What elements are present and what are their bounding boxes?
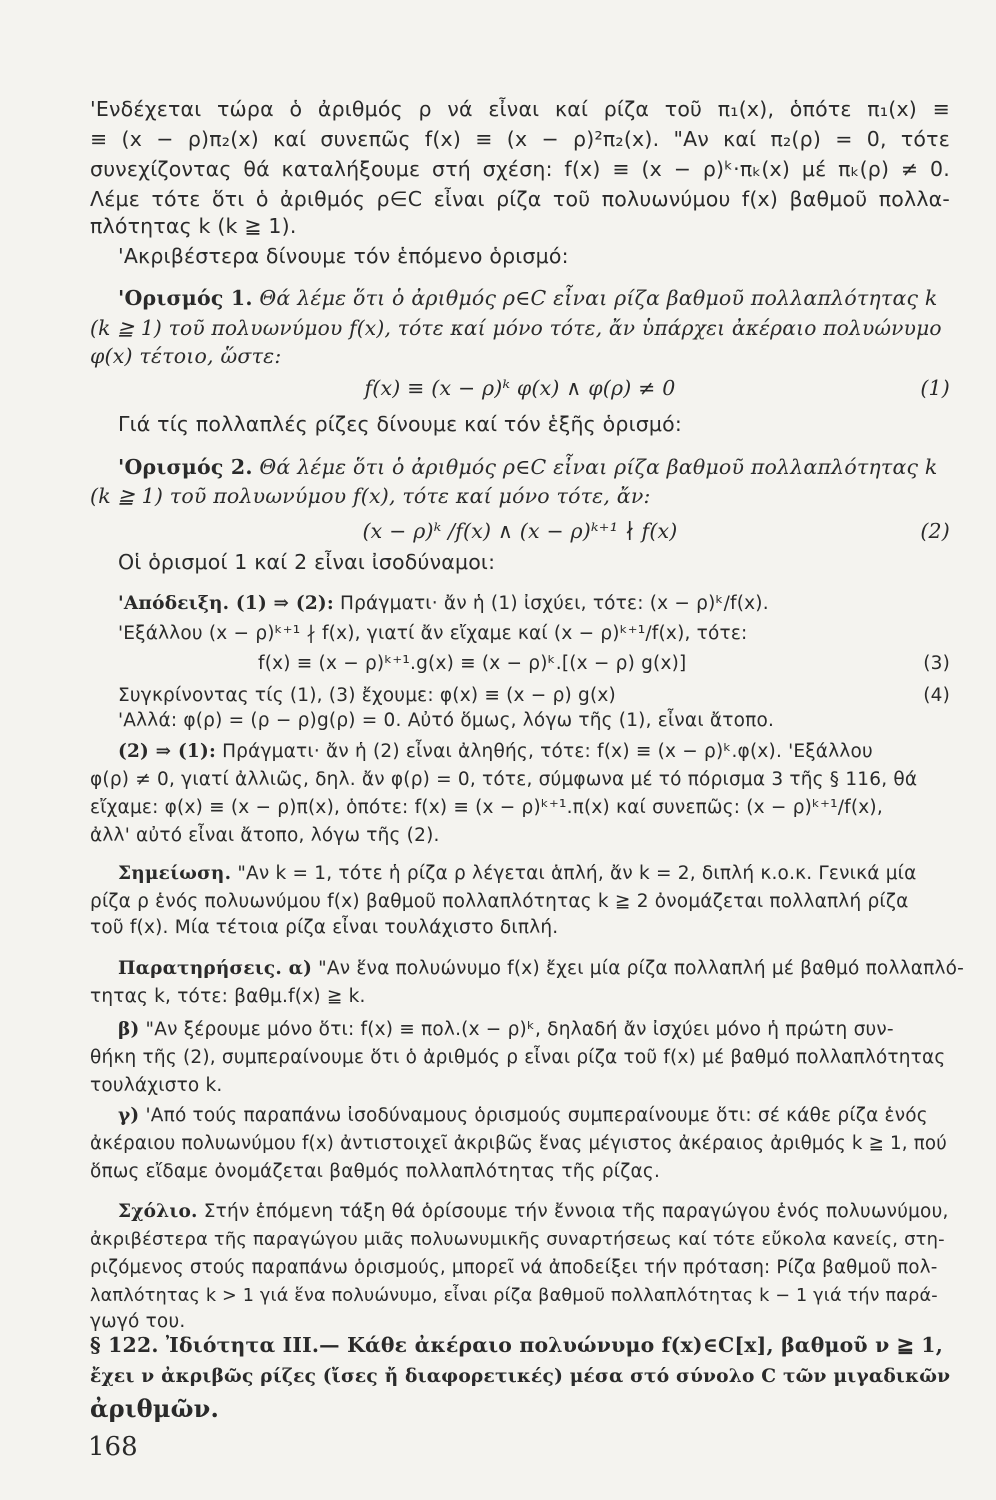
equation-2	[90, 517, 950, 545]
equation-1-number: (1)	[920, 376, 950, 400]
text-line: εἴχαμε: φ(x) ≡ (x − ρ)π(x), ὁπότε: f(x) ≡ (x − ρ)ᵏ⁺¹.π(x) καί συνεπῶς: (x − ρ)ᵏ⁺¹/f(x),	[90, 797, 883, 818]
text-line: "Αν ξέρουμε μόνο ὅτι: f(x) ≡ πολ.(x − ρ)ᵏ, δηλαδή ἄν ἰσχύει μόνο ἡ πρώτη συν-	[145, 1019, 894, 1040]
definition-1-label: 'Ορισμός 1.	[118, 286, 253, 310]
text-line: 'Εξάλλου (x − ρ)ᵏ⁺¹ ∤ f(x), γιατί ἄν εἴχαμε καί (x − ρ)ᵏ⁺¹/f(x), τότε:	[118, 623, 748, 644]
text-line: Πράγματι· ἄν ἡ (1) ἰσχύει, τότε: (x − ρ)ᵏ/f(x).	[340, 593, 769, 614]
equation-1	[90, 374, 950, 402]
text-line: Γιά τίς πολλαπλές ρίζες δίνουμε καί τόν ἑξῆς ὁρισμό:	[118, 412, 683, 436]
text-line: 'Αλλά: φ(ρ) = (ρ − ρ)g(ρ) = 0. Αὐτό ὅμως, λόγω τῆς (1), εἶναι ἄτοπο.	[118, 710, 775, 731]
note-line	[118, 860, 978, 888]
text-line: Στήν ἑπόμενη τάξη θά ὁρίσουμε τήν ἔννοια τῆς παραγώγου ἑνός πολυωνύμου,	[203, 1201, 949, 1222]
equation-1-body: f(x) ≡ (x − ρ)ᵏ φ(x) ∧ φ(ρ) ≠ 0	[364, 376, 676, 400]
text-line: ὅπως εἴδαμε ὀνομάζεται βαθμός πολλαπλότητας τῆς ρίζας.	[90, 1161, 661, 1182]
text-line: φ(ρ) ≠ 0, γιατί ἀλλιῶς, δηλ. ἄν φ(ρ) = 0, τότε, σύμφωνα μέ τό πόρισμα 3 τῆς § 116, θά	[90, 769, 918, 790]
observation-b-line	[118, 1016, 978, 1044]
text-line: "Αν ἕνα πολυώνυμο f(x) ἔχει μία ρίζα πολλαπλή μέ βαθμό πολλαπλό-	[318, 958, 965, 979]
text-line: (k ≧ 1) τοῦ πολυωνύμου f(x), τότε καί μόνο τότε, ἄν:	[90, 484, 651, 508]
text-line: Θά λέμε ὅτι ὁ ἀριθμός ρ∈C εἶναι ρίζα βαθμοῦ πολλαπλότητας k	[259, 286, 938, 310]
text-line: 'Από τούς παραπάνω ἰσοδύναμους ὁρισμούς συμπεραίνουμε ὅτι: σέ κάθε ρίζα ἑνός	[145, 1105, 928, 1126]
equation-3-number: (3)	[923, 653, 950, 674]
text-line: θήκη τῆς (2), συμπεραίνουμε ὅτι ὁ ἀριθμός ρ εἶναι ρίζα τοῦ f(x) μέ βαθμό πολλαπλότητας	[90, 1047, 946, 1068]
observation-c-line	[118, 1102, 978, 1130]
text-line: τοῦ f(x). Μία τέτοια ρίζα εἶναι τουλάχιστο διπλή.	[90, 917, 559, 938]
text-line: 'Ενδέχεται τώρα ὁ ἀριθμός ρ νά εἶναι καί ρίζα τοῦ π₁(x), ὁπότε π₁(x) ≡	[90, 97, 950, 121]
proof-line-2	[118, 738, 978, 766]
observation-b-label: β)	[118, 1019, 140, 1040]
definition-2	[118, 453, 978, 481]
text-line: πλότητας k (k ≧ 1).	[90, 214, 297, 238]
page-number: 168	[88, 1432, 138, 1462]
text-line: ρίζα ρ ἑνός πολυωνύμου f(x) βαθμοῦ πολλαπλότητας k ≧ 2 ὀνομάζεται πολλαπλή ρίζα	[90, 891, 909, 912]
note-label: Σημείωση.	[118, 863, 232, 884]
implication-label: (2) ⇒ (1):	[118, 741, 216, 762]
text-line: ≡ (x − ρ)π₂(x) καί συνεπῶς f(x) ≡ (x − ρ)²π₂(x). "Αν καί π₂(ρ) = 0, τότε	[90, 127, 950, 151]
text-line: Οἱ ὁρισμοί 1 καί 2 εἶναι ἰσοδύναμοι:	[118, 550, 496, 574]
text-line: ἀκριβέστερα τῆς παραγώγου μιᾶς πολυωνυμικῆς συναρτήσεως καί τότε εὔκολα κανείς, στη-	[90, 1229, 945, 1250]
text-line: (k ≧ 1) τοῦ πολυωνύμου f(x), τότε καί μόνο τότε, ἄν ὑπάρχει ἀκέραιο πολυώνυμο	[90, 316, 942, 340]
section-heading-cont: ἀριθμῶν.	[90, 1394, 220, 1423]
text-line: λαπλότητας k > 1 γιά ἕνα πολυώνυμο, εἶναι ρίζα βαθμοῦ πολλαπλότητας k − 1 γιά τήν παρά-	[90, 1286, 938, 1306]
definition-2-label: 'Ορισμός 2.	[118, 455, 253, 479]
equation-4-number: (4)	[923, 685, 950, 706]
definition-1	[118, 284, 978, 312]
section-heading-cont: ἔχει ν ἀκριβῶς ρίζες (ἴσες ἤ διαφορετικές) μέσα στό σύνολο C τῶν μιγαδικῶν	[90, 1366, 951, 1387]
text-line: 'Ακριβέστερα δίνουμε τόν ἑπόμενο ὁρισμό:	[118, 244, 569, 268]
text-line: ριζόμενος στούς παραπάνω ὁρισμούς, μπορεῖ νά ἀποδείξει τήν πρόταση: Ρίζα βαθμοῦ πολ-	[90, 1257, 938, 1278]
text-line: Λέμε τότε ὅτι ὁ ἀριθμός ρ∈C εἶναι ρίζα τοῦ πολυωνύμου f(x) βαθμοῦ πολλα-	[90, 187, 950, 211]
text-line: τητας k, τότε: βαθμ.f(x) ≧ k.	[90, 986, 366, 1007]
proof-label: 'Απόδειξη. (1) ⇒ (2):	[118, 593, 334, 614]
observations-label: Παρατηρήσεις. α)	[118, 958, 313, 979]
text-line: ἀκέραιου πολυωνύμου f(x) ἀντιστοιχεῖ ἀκριβῶς ἕνας μέγιστος ἀκέραιος ἀριθμός k ≧ 1, πού	[90, 1133, 947, 1154]
section-heading: § 122. Ἰδιότητα ΙΙΙ.— Κάθε ἀκέραιο πολυώνυμο f(x)∈C[x], βαθμοῦ ν ≧ 1,	[90, 1333, 943, 1357]
equation-3-body: f(x) ≡ (x − ρ)ᵏ⁺¹.g(x) ≡ (x − ρ)ᵏ.[(x − ρ) g(x)]	[258, 653, 687, 674]
observation-c-label: γ)	[118, 1105, 140, 1126]
observations-line	[118, 955, 978, 983]
text-line: ἀλλ' αὐτό εἶναι ἄτοπο, λόγω τῆς (2).	[90, 825, 440, 846]
text-line: συνεχίζοντας θά καταλήξουμε στή σχέση: f(x) ≡ (x − ρ)ᵏ·πₖ(x) μέ πₖ(ρ) ≠ 0.	[90, 157, 950, 181]
text-line: γωγό του.	[90, 1311, 186, 1332]
text-line: "Αν k = 1, τότε ἡ ρίζα ρ λέγεται ἁπλή, ἄν k = 2, διπλή κ.ο.κ. Γενικά μία	[237, 863, 917, 884]
comment-line	[118, 1198, 978, 1226]
equation-2-body: (x − ρ)ᵏ /f(x) ∧ (x − ρ)ᵏ⁺¹ ∤ f(x)	[362, 519, 678, 543]
equation-2-number: (2)	[920, 519, 950, 543]
text-line: Πράγματι· ἄν ἡ (2) εἶναι ἀληθής, τότε: f(x) ≡ (x − ρ)ᵏ.φ(x). 'Εξάλλου	[222, 741, 873, 762]
proof-line	[118, 590, 978, 618]
text-line: φ(x) τέτοιο, ὥστε:	[90, 344, 282, 368]
text-line: Συγκρίνοντας τίς (1), (3) ἔχουμε: φ(x) ≡ (x − ρ) g(x)	[118, 685, 616, 706]
equation-4-line	[118, 682, 950, 710]
text-line: τουλάχιστο k.	[90, 1075, 223, 1096]
text-line: Θά λέμε ὅτι ὁ ἀριθμός ρ∈C εἶναι ρίζα βαθμοῦ πολλαπλότητας k	[259, 455, 938, 479]
comment-label: Σχόλιο.	[118, 1201, 198, 1222]
